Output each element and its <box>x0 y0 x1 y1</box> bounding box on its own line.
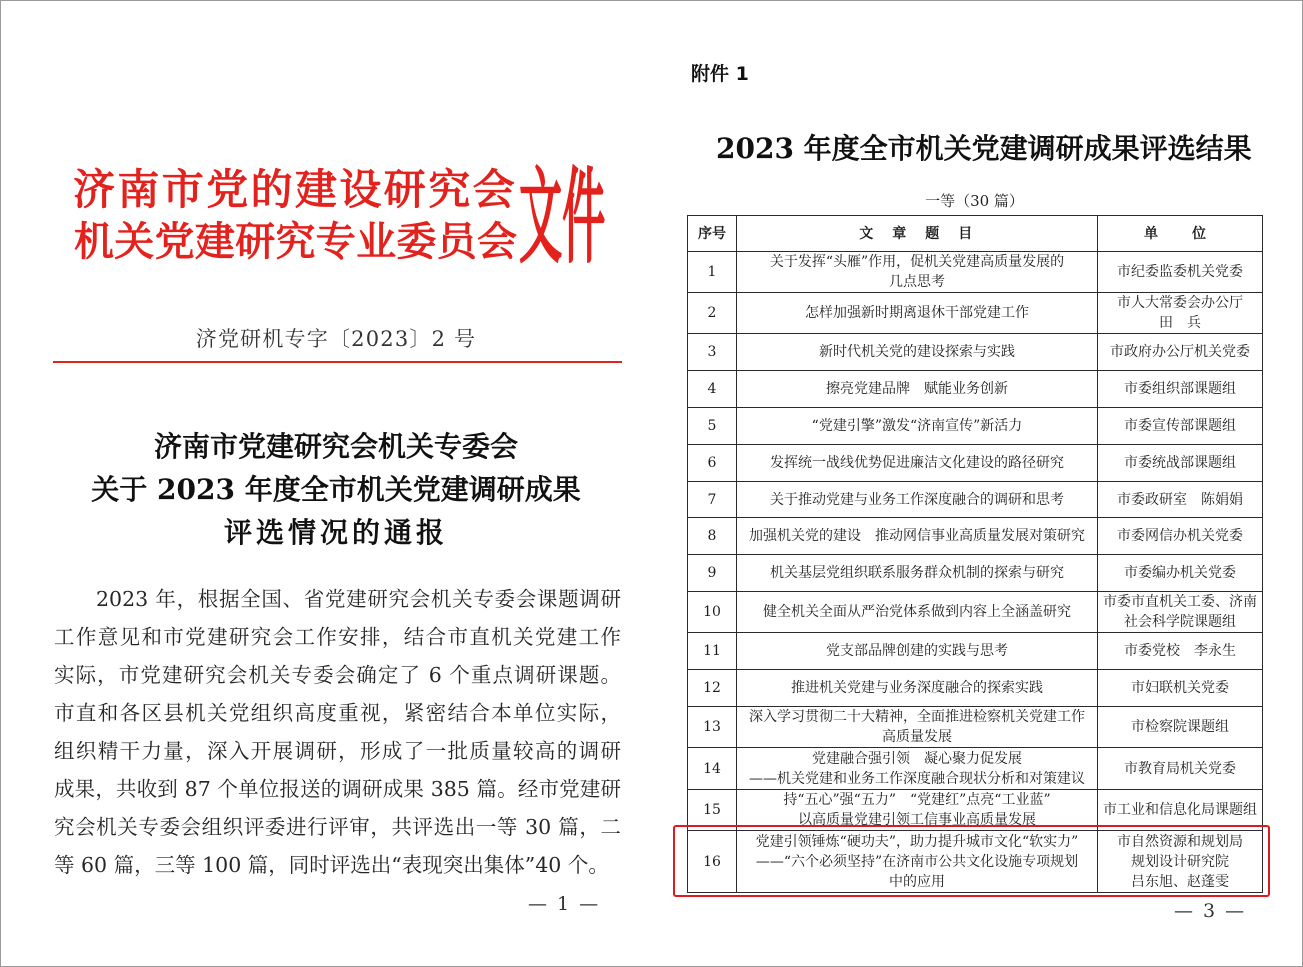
row-number: 16 <box>688 831 737 893</box>
article-title-line: ——机关党建和业务工作深度融合现状分析和对策建议 <box>749 770 1085 787</box>
article-title-line: 深入学习贯彻二十大精神，全面推进检察机关党建工作 <box>749 709 1085 725</box>
table-row <box>688 334 1263 371</box>
unit-name-line: 规划设计研究院 <box>1131 853 1229 870</box>
article-title <box>737 748 1098 790</box>
body-line: 等 60 篇，三等 100 篇，同时评选出“表现突出集体”40 个。 <box>54 853 609 877</box>
body-line: 市直和各区县机关党组织高度重视，紧密结合本单位实际， <box>54 701 621 725</box>
article-title <box>737 445 1098 482</box>
article-title-line: 持“五心”强“五力” “党建红”点亮“工业蓝” <box>783 792 1051 808</box>
unit-name <box>1098 334 1263 371</box>
row-number: 13 <box>688 707 737 748</box>
row-number: 3 <box>688 334 737 371</box>
header-unit <box>1098 216 1263 252</box>
article-title <box>737 633 1098 670</box>
unit-name-line: 市工业和信息化局课题组 <box>1103 802 1257 818</box>
unit-name-line: 市委市直机关工委、济南 <box>1103 594 1257 610</box>
article-title <box>737 408 1098 445</box>
article-title <box>737 670 1098 707</box>
body-line: 工作意见和市党建研究会工作安排，结合市直机关党建工作 <box>54 625 621 649</box>
article-title-line: 以高质量党建引领工信事业高质量发展 <box>798 812 1036 828</box>
unit-name <box>1098 748 1263 790</box>
article-title <box>737 371 1098 408</box>
unit-name-line: 市人大常委会办公厅 <box>1117 295 1243 311</box>
table-row <box>688 748 1263 790</box>
unit-name <box>1098 252 1263 293</box>
unit-name-line: 市纪委监委机关党委 <box>1117 264 1243 280</box>
article-title <box>737 555 1098 592</box>
row-number: 2 <box>688 293 737 334</box>
red-divider <box>53 361 622 363</box>
table-header-row <box>688 216 1263 252</box>
table-row <box>688 592 1263 633</box>
article-title-line: 新时代机关党的建设探索与实践 <box>819 344 1015 360</box>
header-number <box>688 216 737 252</box>
article-title <box>737 293 1098 334</box>
unit-name-line: 市政府办公厅机关党委 <box>1110 344 1250 360</box>
article-title-line: 高质量发展 <box>882 729 952 745</box>
body-line: 组织精干力量，深入开展调研，形成了一批质量较高的调研 <box>54 739 621 763</box>
unit-name-line: 市委政研室 陈娟娟 <box>1117 491 1243 508</box>
notice-title <box>53 425 619 554</box>
article-title <box>737 334 1098 371</box>
article-title-line: 机关基层党组织联系服务群众机制的探索与研究 <box>770 565 1064 581</box>
article-title-line: 怎样加强新时期离退休干部党建工作 <box>805 305 1029 321</box>
unit-name <box>1098 371 1263 408</box>
article-title-line: 关于推动党建与业务工作深度融合的调研和思考 <box>770 491 1064 508</box>
table-row <box>688 293 1263 334</box>
table-row <box>688 670 1263 707</box>
notice-title-line: 评选情况的通报 <box>223 516 448 549</box>
article-title <box>737 252 1098 293</box>
notice-title-line: 关于 2023 年度全市机关党建调研成果 <box>91 473 581 506</box>
unit-name-line: 市委组织部课题组 <box>1124 381 1236 397</box>
article-title-line: ——“六个必须坚持”在济南市公共文化设施专项规划 <box>755 853 1079 870</box>
page-number: — 3 — <box>1174 900 1247 922</box>
header-article-title <box>737 216 1098 252</box>
row-number: 9 <box>688 555 737 592</box>
article-title-line: 党支部品牌创建的实践与思考 <box>826 643 1008 659</box>
results-subtitle: 一等（30 篇） <box>925 192 1024 210</box>
results-table <box>687 215 1263 893</box>
article-title-line: 党建融合强引领 凝心聚力促发展 <box>812 750 1022 767</box>
article-title-line: 发挥统一战线优势促进廉洁文化建设的路径研究 <box>770 455 1064 471</box>
unit-name-line: 市教育局机关党委 <box>1124 760 1236 777</box>
row-number: 8 <box>688 518 737 555</box>
unit-name-line: 吕东旭、赵蓬雯 <box>1131 873 1229 890</box>
table-row <box>688 371 1263 408</box>
table-row <box>688 408 1263 445</box>
body-line: 实际，市党建研究会机关专委会确定了 6 个重点调研课题。 <box>54 663 621 687</box>
table-row <box>688 555 1263 592</box>
article-title <box>737 707 1098 748</box>
letterhead-line-1: 济南市党的建设研究会 <box>73 165 518 214</box>
document-number: 济党研机专字〔2023〕2 号 <box>195 327 477 351</box>
notice-body <box>54 580 621 884</box>
table-row <box>688 518 1263 555</box>
row-number: 10 <box>688 592 737 633</box>
row-number: 11 <box>688 633 737 670</box>
letterhead-line-2: 机关党建研究专业委员会 <box>74 218 518 265</box>
unit-name-line: 市委党校 李永生 <box>1124 643 1236 659</box>
row-number: 1 <box>688 252 737 293</box>
unit-name <box>1098 482 1263 518</box>
table-row <box>688 707 1263 748</box>
article-title-line: “党建引擎”激发“济南宣传”新活力 <box>811 418 1023 434</box>
unit-name <box>1098 445 1263 482</box>
row-number: 12 <box>688 670 737 707</box>
unit-name-line: 市委编办机关党委 <box>1124 565 1236 581</box>
unit-name <box>1098 707 1263 748</box>
article-title <box>737 592 1098 633</box>
unit-name <box>1098 293 1263 334</box>
row-number: 4 <box>688 371 737 408</box>
article-title-line: 推进机关党建与业务深度融合的探索实践 <box>791 680 1043 696</box>
row-number: 14 <box>688 748 737 790</box>
unit-name <box>1098 633 1263 670</box>
unit-name-line: 市检察院课题组 <box>1131 719 1229 735</box>
article-title-line: 关于发挥“头雁”作用，促机关党建高质量发展的 <box>769 254 1065 270</box>
body-line: 成果，共收到 87 个单位报送的调研成果 385 篇。经市党建研 <box>54 777 621 801</box>
article-title-line: 加强机关党的建设 推动网信事业高质量发展对策研究 <box>749 528 1085 544</box>
unit-name-line: 市妇联机关党委 <box>1131 680 1229 696</box>
header-article-title-label: 文 章 题 目 <box>859 225 975 242</box>
row-number: 7 <box>688 482 737 518</box>
letterhead-suffix: 文件 <box>519 155 606 278</box>
highlight-box <box>673 825 1270 897</box>
unit-name-line: 市委统战部课题组 <box>1124 455 1236 471</box>
header-unit-label: 单 位 <box>1144 225 1216 242</box>
article-title-line: 几点思考 <box>889 274 945 290</box>
unit-name <box>1098 555 1263 592</box>
article-title-line: 健全机关全面从严治党体系做到内容上全涵盖研究 <box>763 604 1071 620</box>
row-number: 6 <box>688 445 737 482</box>
table-row <box>688 633 1263 670</box>
article-title-line: 党建引领锤炼“硬功夫”，助力提升城市文化“软实力” <box>755 833 1079 850</box>
article-title-line: 擦亮党建品牌 赋能业务创新 <box>826 381 1008 397</box>
notice-title-line: 济南市党建研究会机关专委会 <box>153 430 518 463</box>
unit-name-line: 田 兵 <box>1159 315 1201 331</box>
unit-name <box>1098 670 1263 707</box>
header-number-label: 序号 <box>698 225 726 242</box>
table-row <box>688 482 1263 518</box>
article-title <box>737 518 1098 555</box>
unit-name <box>1098 592 1263 633</box>
unit-name-line: 社会科学院课题组 <box>1124 614 1236 630</box>
table-row <box>688 445 1263 482</box>
attachment-label: 附件 1 <box>691 63 749 85</box>
results-title: 2023 年度全市机关党建调研成果评选结果 <box>716 132 1252 165</box>
unit-name-line: 市委网信办机关党委 <box>1117 528 1243 544</box>
row-number: 5 <box>688 408 737 445</box>
article-title-line: 中的应用 <box>889 873 945 890</box>
row-number: 15 <box>688 790 737 831</box>
body-line: 究会机关专委会组织评委进行评审，共评选出一等 30 篇，二 <box>54 815 621 839</box>
page-number: — 1 — <box>528 893 601 915</box>
unit-name <box>1098 408 1263 445</box>
table-row <box>688 252 1263 293</box>
unit-name <box>1098 518 1263 555</box>
unit-name-line: 市委宣传部课题组 <box>1124 418 1236 434</box>
unit-name-line: 市自然资源和规划局 <box>1117 833 1243 850</box>
article-title <box>737 482 1098 518</box>
body-line: 2023 年，根据全国、省党建研究会机关专委会课题调研 <box>96 587 621 611</box>
